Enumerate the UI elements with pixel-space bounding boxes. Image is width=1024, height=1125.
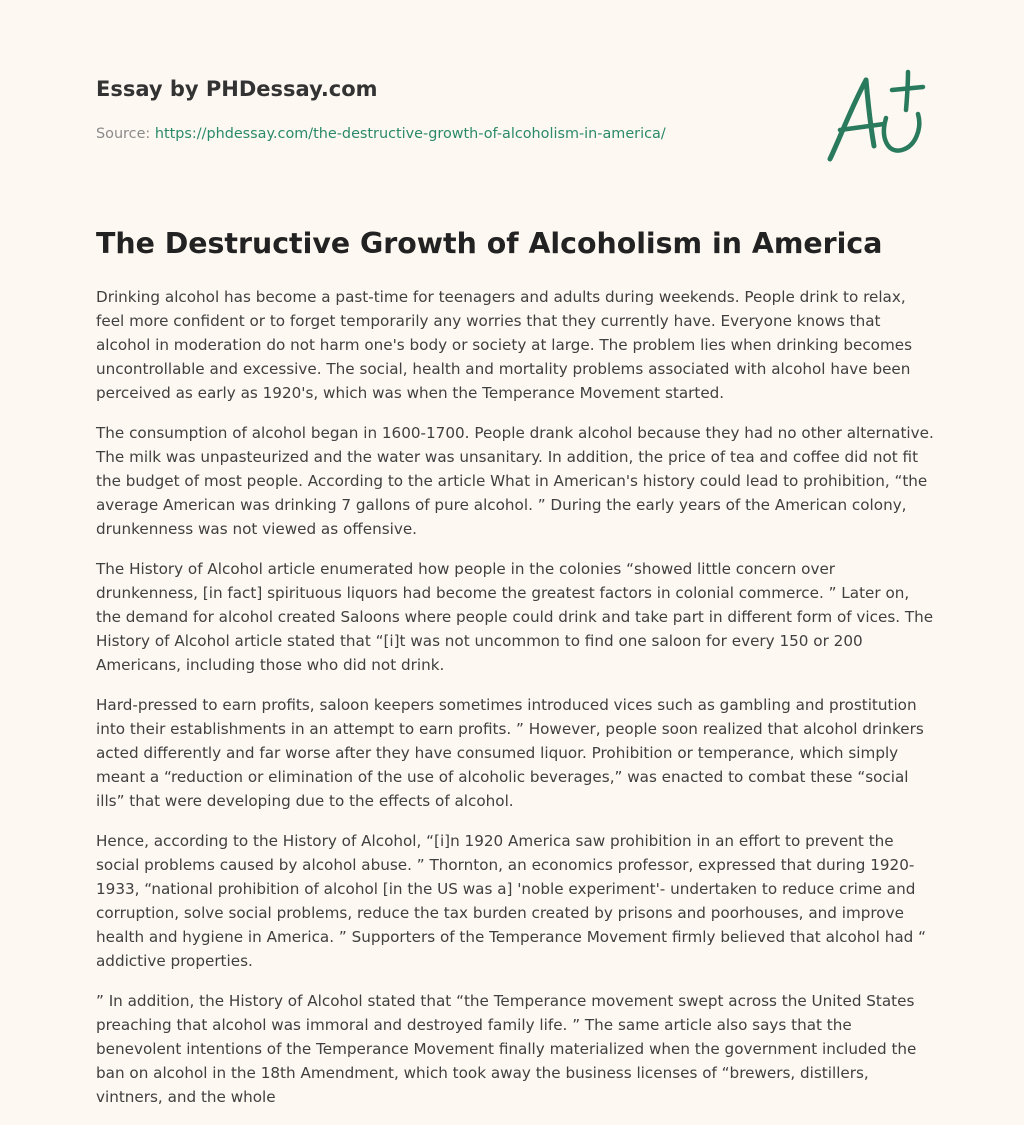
source-line bbox=[96, 124, 666, 144]
site-title: Essay by PHDessay.com bbox=[96, 77, 378, 101]
page-header bbox=[96, 74, 796, 142]
essay-paragraph: The History of Alcohol article enumerated how people in the colonies “showed little concern over drunkenness, [in fact] spirituous liquors had become the greatest factors in colonial commerce. ” Later on, the demand for alcohol created Saloons where people could drink and take part in different form of vices. The History of Alcohol article stated that “[i]t was not uncommon to find one saloon for every 150 or 200 Americans, including those who did not drink. bbox=[96, 560, 934, 674]
source-link[interactable]: https://phdessay.com/the-destructive-growth-of-alcoholism-in-america/ bbox=[154, 126, 666, 142]
essay-paragraph: ” In addition, the History of Alcohol stated that “the Temperance movement swept across the United States preaching that alcohol was immoral and destroyed family life. ” The same article also says that the benevolent intentions of the Temperance Movement finally materialized when the government included the ban on alcohol in the 18th Amendment, which took away the business licenses of “brewers, distillers, vintners, and the whole bbox=[96, 992, 917, 1106]
source-label: Source: bbox=[96, 126, 151, 142]
essay-paragraph: The consumption of alcohol began in 1600-1700. People drank alcohol because they had no other alternative. The milk was unpasteurized and the water was unsanitary. In addition, the price of tea and coffee did not fit the budget of most people. According to the article What in American's history could lead to prohibition, “the average American was drinking 7 gallons of pure alcohol. ” During the early years of the American colony, drunkenness was not viewed as offensive. bbox=[96, 424, 934, 538]
a-plus-grade-logo bbox=[822, 68, 930, 168]
essay-paragraph: Drinking alcohol has become a past-time for teenagers and adults during weekends. People drink to relax, feel more confident or to forget temporarily any worries that they currently have. Everyone knows that alcohol in moderation do not harm one's body or society at large. The problem lies when drinking becomes uncontrollable and excessive. The social, health and mortality problems associated with alcohol have been perceived as early as 1920's, which was when the Temperance Movement started. bbox=[96, 288, 913, 402]
essay-title: The Destructive Growth of Alcoholism in America bbox=[96, 227, 883, 260]
essay-paragraph: Hard-pressed to earn profits, saloon keepers sometimes introduced vices such as gambling and prostitution into their establishments in an attempt to earn profits. ” However, people soon realized that alcohol drinkers acted differently and far worse after they have consumed liquor. Prohibition or temperance, which simply meant a “reduction or elimination of the use of alcoholic beverages,” was enacted to combat these “social ills” that were developing due to the effects of alcohol. bbox=[96, 696, 924, 810]
essay-body bbox=[96, 285, 938, 1125]
essay-paragraph: Hence, according to the History of Alcohol, “[i]n 1920 America saw prohibition in an effort to prevent the social problems caused by alcohol abuse. ” Thornton, an economics professor, expressed that during 1920-1933, “national prohibition of alcohol [in the US was a] 'noble experiment'- undertaken to reduce crime and corruption, solve social problems, reduce the tax burden created by prisons and poorhouses, and improve health and hygiene in America. ” Supporters of the Temperance Movement firmly believed that alcohol had “ addictive properties. bbox=[96, 832, 926, 970]
